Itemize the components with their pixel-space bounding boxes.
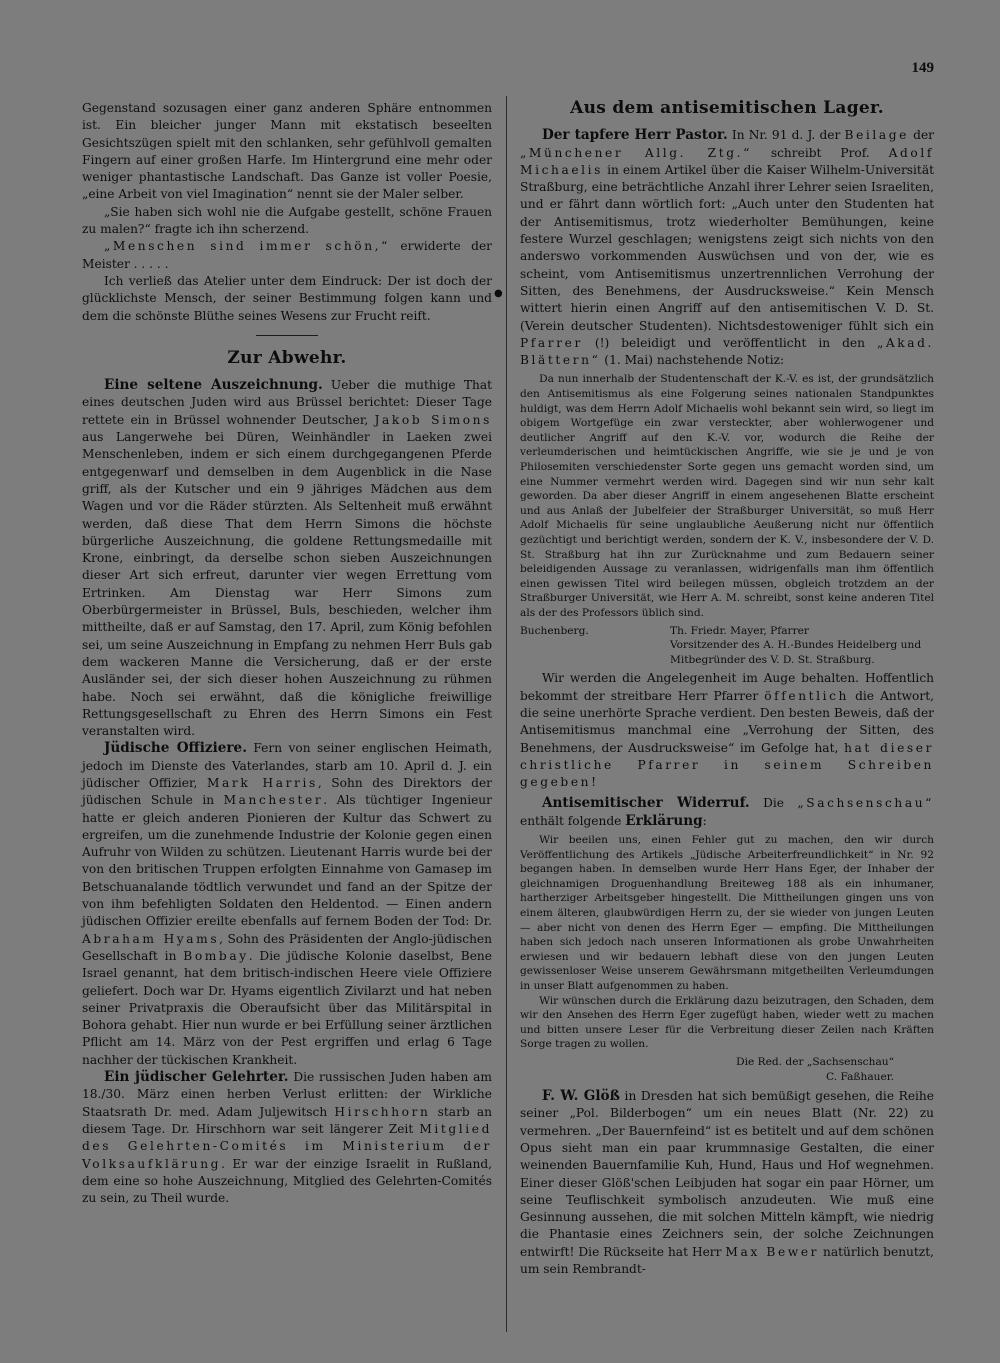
quoted-notice	[520, 372, 934, 620]
article-text: aus Langerwehe bei Düren, Weinhändler in Laeken zwei Menschenleben, indem er sich einem durchgegangenen Pferde entgegenwarf und demselben in dem Augenblick in die Nase griff, als der Kutscher und ein 9 jähriges Mädchen aus dem Wagen und vor die Räder stürzten. Als Seltenheit muß erwähnt werden, daß diese That dem Herrn Simons die höchste bürgerliche Auszeichnung, die goldene Rettungsmedaille mit Krone, einbringt, da derselbe schon sieben Auszeichnungen dieser Art sich erfreut, darunter vier wegen Errettung vom Ertrinken. Am Dienstag war Herr Simons zum Oberbürgermeister in Brüssel, Buls, beschieden, welcher ihm mittheilte, daß er auf Samstag, den 17. April, zum König befohlen sei, um seine Auszeichnung in Empfang zu nehmen Herr Buls gab dem wackeren Manne die Versicherung, daß er der erste Ausländer sei, der sich dieser hohen Auszeichnung zu rühmen habe. Noch sei erwähnt, daß die königliche freiwillige Rettungsgesellschaft zu Ehren des Herrn Simons ein Fest veranstalten wird.	[82, 430, 492, 739]
signature-line: Vorsitzender des A. H.-Bundes Heidelberg und	[670, 639, 922, 652]
article-heading: Der tapfere Herr Pastor.	[541, 127, 728, 144]
intro-paragraph-2: „Sie haben sich wohl nie die Aufgabe gestellt, schöne Frauen zu malen?“ fragte ich ihn scherzend.	[82, 204, 492, 237]
spaced-text: Beilage	[844, 128, 909, 143]
quote-text: Da nun innerhalb der Studentenschaft der K.-V. es ist, der grundsätzlich den Antisemitismus als eine Folgerung seines nationalen Standpunktes huldigt, was dem Herrn Adolf Michaelis wohl bekannt sein wird, so liegt im obigem Wortgefüge ein zwar versteckter, aber wohlerwogener und deutlicher Angriff auf den K.-V. vor, wodurch die Reihe der verleumderischen und heimtückischen Angriffe, wie sie je und je von Philosemiten verschiedenster Sorte gegen uns gemacht worden sind, um eine Nummer vermehrt werden wird. Dagegen sind wir nun sehr kalt geworden. Da aber dieser Angriff in einem angesehenen Blatte erscheint und aus Anlaß der Jubelfeier der Straßburger Universität, so muß Herr Adolf Michaelis für seine unglaubliche Aeußerung nicht nur öffentlich gezüchtigt und berichtigt werden, sondern der K. V., insbesondere der V. D. St. Straßburg hat ihn zur Zurücknahme und zum Bedauern seiner beleidigenden Aussage zu veranlassen, widrigenfalls man ihm öffentlich einen gewissen Titel wird beilegen müssen, obgleich trotzdem an der Straßburger Universität, wie Herr A. M. schreibt, sonst keine anderen Titel als der des Professors üblich sind.	[520, 373, 934, 619]
article-text: schreibt Prof.	[751, 145, 889, 160]
article-heading: F. W. Glöß	[541, 1088, 620, 1105]
article-text: natürlich benutzt, um sein Rembrandt-	[520, 1244, 934, 1277]
spaced-name: Manchester	[223, 793, 324, 808]
article-text: , Sohn des Direktors der jüdischen Schule in	[82, 775, 492, 808]
paragraph-text: erwiderte der Meister . . . . .	[82, 239, 492, 271]
signature-line: C. Faßhauer.	[826, 1070, 894, 1083]
column-divider	[506, 96, 507, 1332]
article-heading: Eine seltene Auszeichnung.	[103, 377, 323, 394]
quote-text: Wir wünschen durch die Erklärung dazu beizutragen, den Schaden, dem wir den Ansehen des Herrn Eger zugefügt haben, wieder wett zu machen und bitten unsere Leser für die Verbreitung dieser Zeilen nach Kräften Sorge tragen zu wollen.	[520, 994, 934, 1051]
paragraph-text: Wir werden die Angelegenheit im Auge behalten. Hoffentlich bekommt der streitbare Herr Pfarrer	[520, 671, 934, 703]
paragraph-text: die Antwort, die seine unerhörte Sprache verdient. Den besten Beweis, daß der Antisemitismus manchmal eine „Verrohung der Sitten, des Benehmens, der Ausdrucksweise“ im Gefolge hat,	[520, 688, 934, 755]
intro-paragraph-4: Ich verließ das Atelier unter dem Eindruck: Der ist doch der glücklichste Mensch, der seiner Bestimmung folgen kann und dem die schönste Blüthe seines Wesens zur Frucht reift.	[82, 273, 492, 323]
spaced-text: Pfarrer	[520, 335, 583, 350]
page-number: 149	[911, 60, 934, 76]
article-heading: Antisemitischer Widerruf.	[541, 795, 750, 812]
quoted-declaration	[520, 833, 934, 1052]
spaced-name: Abraham Hyams	[82, 931, 220, 946]
article-text: (1. Mai) nachstehende Notiz:	[600, 353, 785, 368]
section-title-lager: Aus dem antisemitischen Lager.	[570, 98, 884, 118]
article-heading: Jüdische Offiziere.	[103, 740, 247, 757]
article-widerruf	[520, 795, 934, 830]
intro-paragraph-3	[82, 238, 492, 273]
declaration-signature	[520, 1055, 934, 1084]
article-text: (!) beleidigt und veröffentlicht in den	[582, 335, 877, 350]
article-text: Ueber die muthige That eines deutschen Juden wird aus Brüssel berichtet: Dieser Tage rettete ein in Brüssel wohnender Deutscher,	[82, 378, 492, 427]
spaced-name: Mark Harris	[206, 775, 318, 790]
article-heading: Ein jüdischer Gelehrter.	[103, 1069, 289, 1086]
signature-line: Mitbegründer des V. D. St. Straßburg.	[670, 653, 875, 666]
article-text: in Dresden hat sich bemüßigt gesehen, die Reihe seiner „Pol. Bilderbogen“ um ein neues Blatt (Nr. 22) zu vermehren. „Der Bauernfeind“ ist es betitelt und auf dem schönen Opus sieht man ein paar krummnasige Gestalten, die einer weinenden Bauernfamilie Kuh, Hund, Haus und Hof wegnehmen. Einer dieser Glöß'schen Leibjuden hat sogar ein paar Hörner, um seine Teuflischkeit symbolisch anzudeuten. Wie muß eine Gesinnung aussehen, die mit solchen Mitteln kämpft, wie niedrig die Phantasie eines Zeichners sein, der solche Zeichnungen entwirft! Die Rückseite hat Herr	[520, 1089, 934, 1259]
section-title-abwehr: Zur Abwehr.	[227, 347, 347, 368]
article-pastor	[520, 127, 934, 369]
comment-paragraph	[520, 670, 934, 791]
spaced-text: „Akad. Blättern“	[520, 335, 934, 368]
article-text: enthält folgende	[520, 813, 626, 828]
article-text: . Er war der einzige Israelit in Rußland, dem eine so hohe Auszeichnung, Mitglied des Gelehrten-Comités zu sein, zu Theil wurde.	[82, 1156, 492, 1206]
section-rule	[256, 335, 318, 336]
article-text: Die	[749, 796, 798, 811]
article-text: in einem Artikel über die Kaiser Wilhelm-Universität Straßburg, eine beträchtliche Anzahl ihrer Lehrer seien Israeliten, und er fährt dann wörtlich fort: „Auch unter den Studenten hat der Antisemitismus, trotz wiederholter Bemühungen, keine festere Wurzel geschlagen; wenigstens zeigt sich nichts von den anderswo vorkommenden Auswüchsen und von der, wie es scheint, vom Antisemitismus unzertrennlichen Verrohung der Sitten, des Benehmens, der Ausdrucksweise.“ Kein Mensch wittert hierin einen Angriff auf den antisemitischen V. D. St. (Verein deutscher Studenten). Nichtsdestoweniger fühlt sich ein	[520, 162, 934, 333]
spaced-name: Jakob Simons	[374, 412, 492, 427]
intro-paragraph-1: Gegenstand sozusagen einer ganz anderen Sphäre entnommen ist. Ein bleicher junger Mann mit ekstatisch beseelten Gesichtszügen spielt mit den schlanken, sehr gefühlvoll gemalten Fingern auf einer großen Harfe. Im Hintergrund eine mehr oder weniger phantastische Landschaft. Das Ganze ist voller Poesie, „eine Arbeit von viel Imagination“ nennt sie der Maler selber.	[82, 101, 492, 202]
article-text: Fern von seiner englischen Heimath, jedoch im Dienste des Vaterlandes, starb am 10. April d. J. ein jüdischer Offizier,	[82, 741, 492, 790]
signature-line: Th. Friedr. Mayer, Pfarrer	[670, 624, 809, 637]
article-text: der	[908, 128, 934, 143]
article-gloess	[520, 1088, 934, 1278]
left-column	[82, 100, 492, 1207]
signature-names	[670, 624, 934, 668]
article-text: . Die jüdische Kolonie daselbst, Bene Israel genannt, hat dem britisch-indischen Heere viele Offiziere geliefert. Doch war Dr. Hyams eigentlich Zivilarzt und hat neben seiner Privatpraxis die Oberaufsicht über das Militärspital in Bohora gehabt. Hier nun wurde er bei Erfüllung seiner ärztlichen Pflicht am 14. März von der Pest ergriffen und erlag 6 Tage nachher der tückischen Krankheit.	[82, 948, 492, 1067]
article-offiziere	[82, 740, 492, 1069]
spaced-name: Max Bewer	[725, 1244, 820, 1259]
signature-block	[520, 624, 934, 668]
signature-line: Die Red. der „Sachsenschau“	[736, 1055, 894, 1068]
margin-mark: ●	[494, 288, 503, 299]
quote-text: Wir beeilen uns, einen Fehler gut zu machen, den wir durch Veröffentlichung des Artikels „Jüdische Arbeiterfreundlichkeit“ in Nr. 92 begangen haben. In demselben wurde Herr Hans Eger, der Inhaber der gleichnamigen Droguenhandlung Breiteweg 188 als ein inhumaner, hartherziger Arbeitsgeber hingestellt. Die Mittheilungen gingen uns von einem älteren, glaubwürdigen Herrn zu, der sie wieder von jungen Leuten — aber nicht von denen des Herrn Eger — empfing. Die Mittheilungen haben sich jedoch nach unseren Informationen als grobe Unwahrheiten erwiesen und wir bedauern lebhaft diese von den jungen Leuten gewissenloser Weise unserem Gewährsmann mitgetheilten Verleumdungen in unser Blatt aufgenommen zu haben.	[520, 834, 934, 992]
spaced-text: öffentlich	[764, 688, 850, 703]
spaced-text: Mitglied des Gelehrten-Comités im Ministerium der Volksaufklärung	[82, 1121, 492, 1171]
spaced-name: Bombay	[183, 948, 249, 963]
spaced-name: Adolf Michaelis	[520, 145, 934, 177]
spaced-quote: „Menschen sind immer schön,“	[103, 239, 390, 254]
article-text: In Nr. 91 d. J. der	[727, 128, 845, 143]
article-text: . Als tüchtiger Ingenieur hatte er gleich anderen Pionieren der Kultur das Schwert zu ergreifen, um die zunehmende Industrie der Kolonie gegen einen Aufruhr von Wilden zu schützen. Lieutenant Harris wurde bei der von den britischen Truppen erfolgten Einnahme von Gamasep im Betschuanalande tödtlich verwundet und fand an der Spitze der von ihm befehligten Soldaten den Heldentod. — Einen andern jüdischen Offizier ereilte ebenfalls auf fernem Boden der Tod: Dr.	[82, 793, 492, 929]
bold-text: Erklärung	[625, 812, 703, 829]
right-column	[520, 100, 934, 1278]
signature-place: Buchenberg.	[520, 624, 589, 637]
article-gelehrter	[82, 1069, 492, 1207]
spaced-text: „Sachsenschau“	[797, 796, 934, 811]
spaced-name: Hirschhorn	[334, 1104, 431, 1119]
spaced-text: hat dieser christliche Pfarrer in seinem Schreiben gegeben!	[520, 740, 934, 790]
article-text: Die russischen Juden haben am 18./30. März einen herben Verlust erlitten: der Wirkliche Staatsrath Dr. med. Adam Juljewitsch	[82, 1070, 492, 1119]
article-text: :	[702, 813, 707, 828]
article-auszeichnung	[82, 377, 492, 740]
article-text: starb an diesem Tage. Dr. Hirschhorn war seit längerer Zeit	[82, 1104, 492, 1136]
article-text: , Sohn des Präsidenten der Anglo-jüdischen Gesellschaft in	[82, 931, 492, 963]
spaced-text: „Münchener Allg. Ztg.“	[520, 145, 752, 160]
